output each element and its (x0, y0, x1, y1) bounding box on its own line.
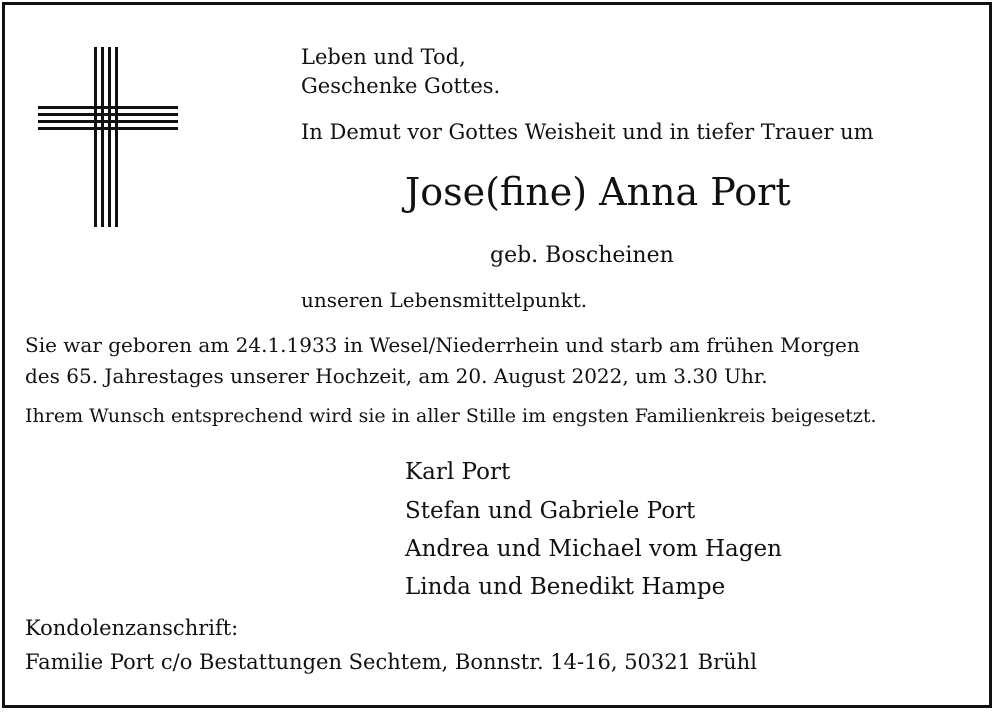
condolence-label: Kondolenzanschrift: (25, 616, 239, 640)
condolence-address: Familie Port c/o Bestattungen Sechtem, Bonnstr. 14-16, 50321 Brühl (25, 650, 757, 674)
mourner-item: Andrea und Michael vom Hagen (405, 536, 782, 562)
center-line: unseren Lebensmittelpunkt. (301, 288, 588, 312)
mourner-item: Karl Port (405, 459, 511, 485)
motto-line-1: Leben und Tod, (301, 45, 466, 69)
body-line-2: des 65. Jahrestages unserer Hochzeit, am 20. August 2022, um 3.30 Uhr. (25, 364, 768, 388)
intro-line: In Demut vor Gottes Weisheit und in tiefer Trauer um (301, 120, 874, 144)
maiden-name: geb. Boscheinen (490, 243, 674, 268)
deceased-name: Jose(fine) Anna Port (405, 170, 791, 214)
motto-line-2: Geschenke Gottes. (301, 74, 501, 98)
mourner-item: Linda und Benedikt Hampe (405, 574, 726, 600)
cross-icon (38, 47, 178, 227)
mourner-item: Stefan und Gabriele Port (405, 498, 696, 524)
body-line-1: Sie war geboren am 24.1.1933 in Wesel/Niederrhein und starb am frühen Morgen (25, 333, 860, 357)
body-line-3: Ihrem Wunsch entsprechend wird sie in aller Stille im engsten Familienkreis beigesetzt. (25, 405, 877, 427)
